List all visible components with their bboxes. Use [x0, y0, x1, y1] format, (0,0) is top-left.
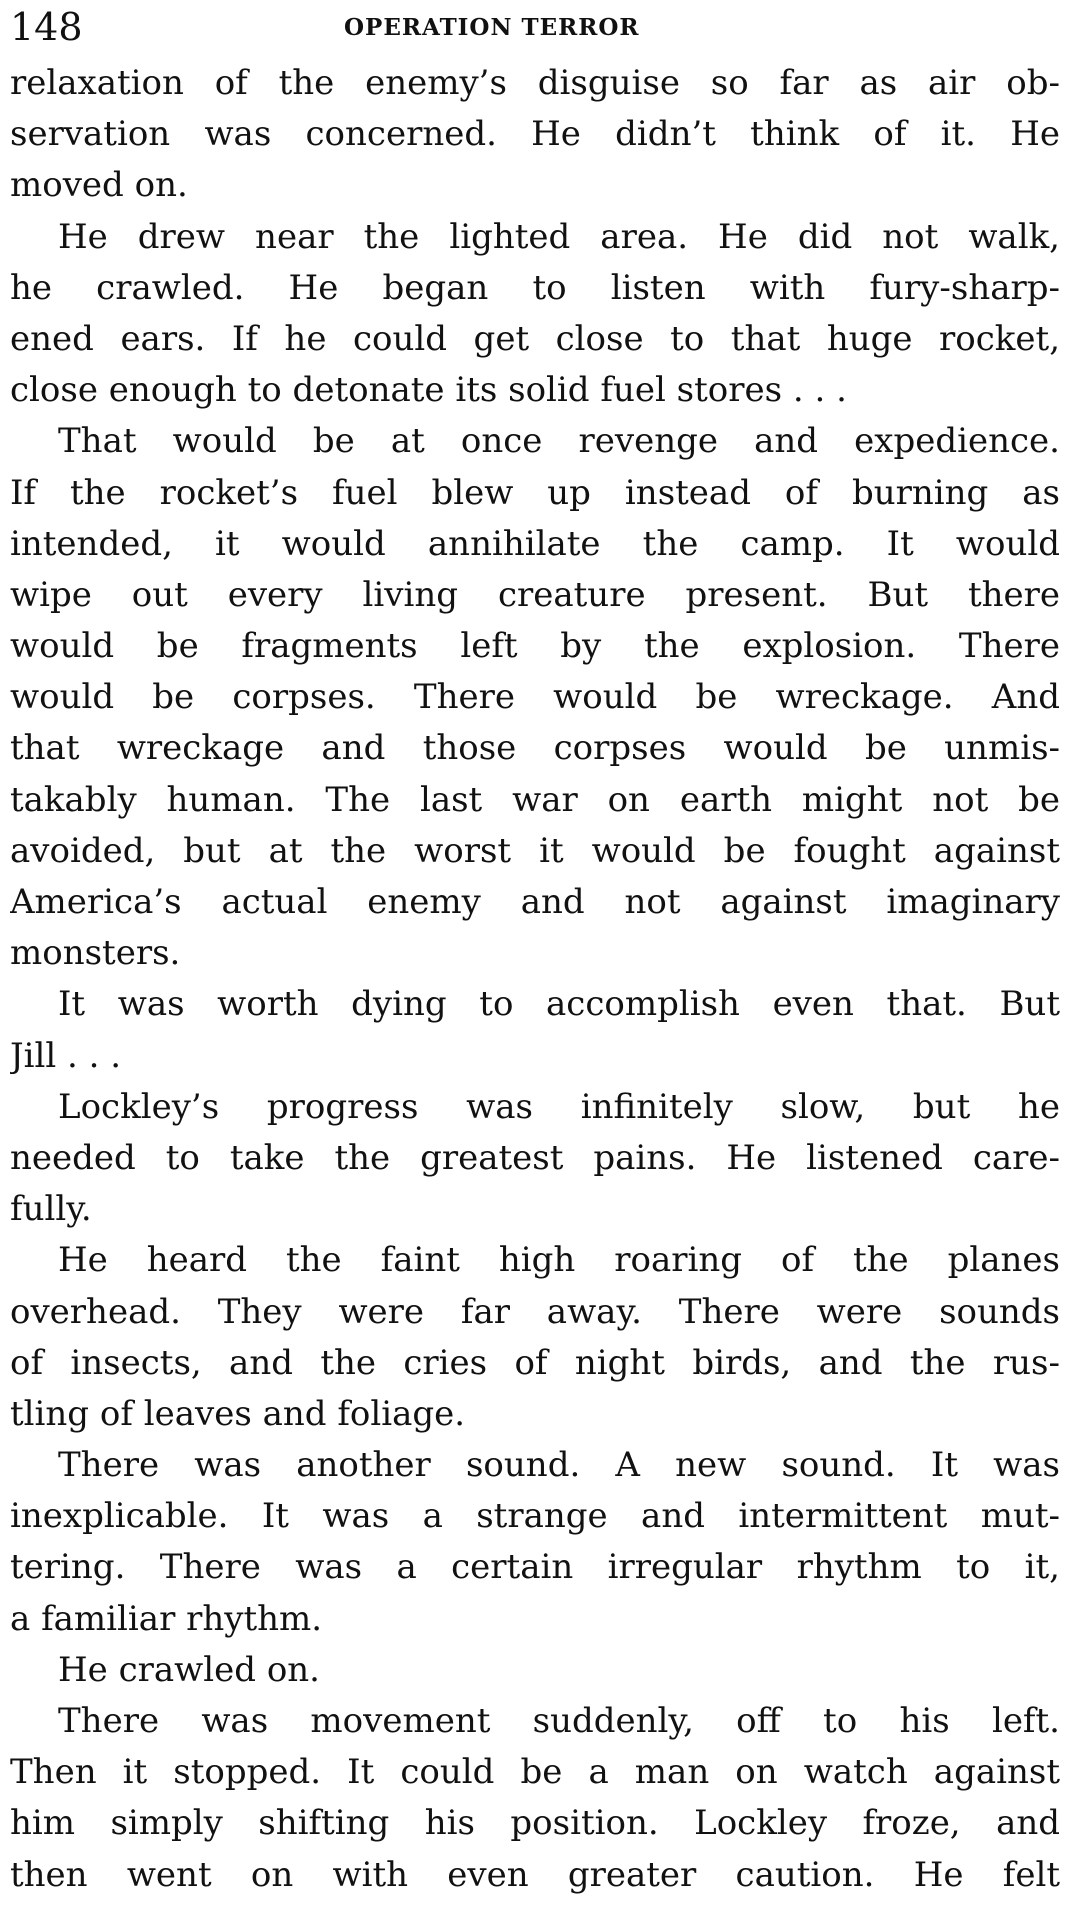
paragraph — [10, 1645, 1060, 1696]
text-line: Jill . . . — [10, 1035, 122, 1076]
paragraph — [10, 1696, 1060, 1901]
text-line: him simply shifting his position. Lockley froze, and — [10, 1803, 1060, 1844]
text-line: would be fragments left by the explosion. There — [10, 626, 1060, 667]
text-line: It was worth dying to accomplish even that. But — [58, 984, 1060, 1025]
text-line: fully. — [10, 1189, 92, 1230]
text-line: There was another sound. A new sound. It was — [58, 1445, 1060, 1486]
text-line: close enough to detonate its solid fuel stores . . . — [10, 370, 847, 411]
text-line: tling of leaves and foliage. — [10, 1393, 466, 1434]
paragraph — [10, 212, 1060, 417]
text-line: If the rocket’s fuel blew up instead of burning as — [10, 472, 1060, 513]
paragraph — [10, 1235, 1060, 1440]
running-title: OPERATION TERROR — [344, 14, 640, 41]
text-line: a familiar rhythm. — [10, 1598, 323, 1639]
text-line: There was movement suddenly, off to his left. — [58, 1701, 1060, 1741]
text-line: monsters. — [10, 933, 181, 974]
text-line: he crawled. He began to listen with fury-sharp- — [10, 267, 1060, 308]
text-line: servation was concerned. He didn’t think of it. He — [10, 114, 1060, 155]
text-line: Lockley’s progress was infinitely slow, but he — [58, 1086, 1060, 1127]
text-line: avoided, but at the worst it would be fought against — [10, 830, 1060, 871]
text-line: then went on with even greater caution. He felt — [10, 1854, 1060, 1895]
paragraph — [10, 416, 1060, 979]
text-line: He heard the faint high roaring of the planes — [58, 1240, 1060, 1281]
text-line: takably human. The last war on earth might not be — [10, 779, 1060, 820]
text-line: moved on. — [10, 165, 188, 206]
text-line: inexplicable. It was a strange and intermittent mut- — [10, 1496, 1060, 1537]
text-line: intended, it would annihilate the camp. It would — [10, 523, 1060, 564]
paragraph — [10, 58, 1060, 212]
text-line: would be corpses. There would be wreckage. And — [10, 677, 1060, 718]
page-number: 148 — [10, 5, 83, 49]
text-line: needed to take the greatest pains. He listened care- — [10, 1137, 1060, 1178]
text-line: tering. There was a certain irregular rhythm to it, — [10, 1547, 1060, 1588]
paragraph — [10, 1440, 1060, 1645]
text-line: That would be at once revenge and expedience. — [58, 421, 1060, 462]
text-line: wipe out every living creature present. But there — [10, 574, 1060, 615]
text-line: that wreckage and those corpses would be unmis- — [10, 728, 1060, 769]
text-line: He drew near the lighted area. He did not walk, — [58, 216, 1060, 257]
paragraph — [10, 979, 1060, 1081]
text-line: He crawled on. — [58, 1649, 320, 1690]
text-line: America’s actual enemy and not against imaginary — [10, 882, 1060, 922]
body-text — [10, 58, 1060, 1901]
text-line: ened ears. If he could get close to that huge rocket, — [10, 318, 1060, 359]
paragraph — [10, 1082, 1060, 1236]
text-line: of insects, and the cries of night birds, and the rus- — [10, 1342, 1060, 1383]
text-line: relaxation of the enemy’s disguise so far as air ob- — [10, 63, 1060, 103]
book-page — [10, 0, 1060, 1908]
running-head — [10, 0, 1060, 58]
text-line: Then it stopped. It could be a man on watch against — [10, 1752, 1060, 1793]
text-line: overhead. They were far away. There were sounds — [10, 1291, 1060, 1332]
